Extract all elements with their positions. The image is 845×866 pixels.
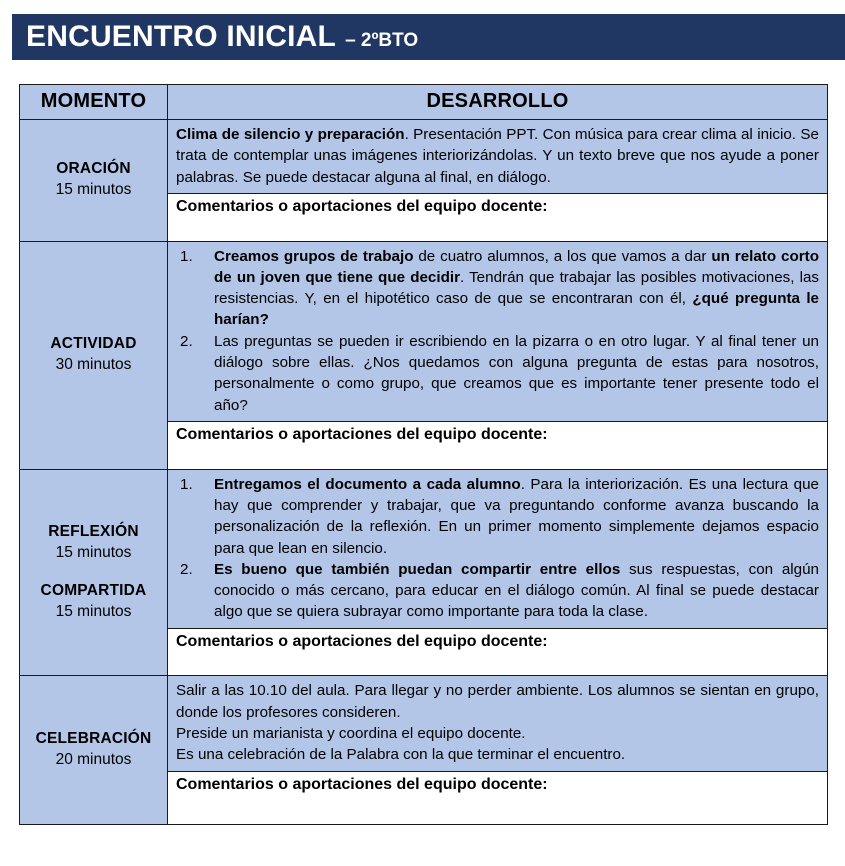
- comments-cell[interactable]: [168, 193, 828, 241]
- desarrollo-line: Salir a las 10.10 del aula. Para llegar y no perder ambiente. Los alumnos se sientan en grupo, donde los profesores consideren.: [176, 682, 819, 721]
- comments-input-area[interactable]: [176, 218, 819, 238]
- desarrollo-cell: [168, 676, 828, 771]
- moment-duration: 15 minutos: [55, 544, 132, 562]
- table-row: [20, 120, 828, 194]
- table-row: [20, 676, 828, 771]
- desarrollo-line: Es una celebración de la Palabra con la que terminar el encuentro.: [176, 746, 626, 764]
- comments-cell[interactable]: [168, 421, 828, 469]
- moment-duration: 20 minutos: [55, 751, 132, 769]
- list-item: [176, 474, 819, 559]
- list-item-text-segment: . Tendrán que trabajar las posibles motivaciones, las resistencias. Y, en el hipotético caso de que se encontraran con él,: [214, 268, 819, 308]
- list-item-text-segment: un relato corto de un joven que tiene que decidir: [214, 247, 819, 286]
- comments-input-area[interactable]: [176, 652, 819, 672]
- list-item-text-segment: Es bueno que también puedan compartir entre ellos: [214, 560, 621, 578]
- comments-cell[interactable]: [168, 628, 828, 676]
- moment-cell: [20, 120, 168, 242]
- page-title: ENCUENTRO INICIAL: [26, 20, 337, 53]
- comments-cell[interactable]: [168, 771, 828, 825]
- list-item-text-segment: Entregamos el documento a cada alumno: [214, 475, 521, 493]
- session-plan-table-wrapper: [19, 84, 827, 825]
- table-row: [20, 241, 828, 421]
- moment-duration: 30 minutos: [55, 356, 132, 374]
- desarrollo-list: [176, 246, 819, 416]
- column-header-momento: MOMENTO: [20, 85, 168, 120]
- moment-title: ACTIVIDAD: [50, 335, 137, 353]
- list-item-text-segment: . Para la interiorización. Es una lectura que hay que comprender y trabajar, que va preguntando conforme avanza buscando la personalización de la reflexión. En un primer momento simplemente dejamos espacio para que lean en silencio.: [214, 475, 819, 557]
- paragraph-lead: Clima de silencio y preparación: [176, 126, 405, 143]
- moment-cell: [20, 241, 168, 469]
- comments-input-area[interactable]: [176, 795, 819, 821]
- desarrollo-cell: [168, 469, 828, 628]
- moment-spacer: [24, 564, 163, 581]
- document-title-banner: [12, 14, 845, 60]
- desarrollo-list: [176, 474, 819, 623]
- comments-label: Comentarios o aportaciones del equipo docente:: [176, 197, 548, 215]
- desarrollo-line: Preside un marianista y coordina el equipo docente.: [176, 725, 526, 743]
- comments-label: Comentarios o aportaciones del equipo docente:: [176, 425, 548, 443]
- moment-title: ORACIÓN: [56, 160, 131, 178]
- page-subtitle: – 2ºBTO: [345, 29, 419, 51]
- moment-title: CELEBRACIÓN: [35, 730, 152, 748]
- list-item-text-segment: ¿qué pregunta le harían?: [214, 290, 819, 329]
- list-item: [176, 331, 819, 416]
- moment-title: REFLEXIÓN: [48, 523, 139, 541]
- comments-label: Comentarios o aportaciones del equipo docente:: [176, 775, 548, 793]
- session-plan-table: [19, 84, 828, 825]
- table-header-row: [20, 85, 828, 120]
- session-plan-body: [20, 85, 828, 825]
- list-item-number: 2.: [180, 560, 193, 578]
- list-item-text-segment: Las preguntas se pueden ir escribiendo en la pizarra o en otro lugar. Y al final tener un diálogo sobre ellas. ¿Nos quedamos con alguna pregunta de estas para nosotros, personalmente o como grupo, que creamos que es importante tener presente todo el año?: [214, 332, 819, 414]
- moment-duration-secondary: 15 minutos: [55, 602, 132, 620]
- table-row: [20, 469, 828, 628]
- column-header-desarrollo: DESARROLLO: [168, 85, 828, 120]
- list-item-number: 1.: [180, 475, 193, 493]
- moment-cell: [20, 676, 168, 825]
- moment-duration: 15 minutos: [55, 181, 132, 199]
- comments-input-area[interactable]: [176, 446, 819, 466]
- paragraph-rest: . Presentación PPT. Con música para crear clima al inicio. Se trata de contemplar unas imágenes interiorizándolas. Y un texto breve que nos ayude a poner palabras. Se puede destacar alguna al final, en diálogo.: [176, 126, 819, 186]
- desarrollo-paragraph: [176, 124, 819, 188]
- moment-cell: [20, 469, 168, 676]
- list-item-text-segment: sus respuestas, con algún conocido o más cercano, para educar en el diálogo común. Al final se puede destacar algo que se quiera subrayar como importante para toda la clase.: [214, 560, 819, 621]
- list-item-number: 2.: [180, 332, 193, 350]
- desarrollo-cell: [168, 241, 828, 421]
- comments-label: Comentarios o aportaciones del equipo docente:: [176, 632, 548, 650]
- desarrollo-cell: [168, 120, 828, 194]
- list-item-text-segment: de cuatro alumnos, a los que vamos a dar: [413, 247, 712, 265]
- moment-title-secondary: COMPARTIDA: [40, 582, 147, 600]
- list-item-number: 1.: [180, 247, 193, 265]
- list-item-text-segment: Creamos grupos de trabajo: [214, 247, 414, 265]
- list-item: [176, 559, 819, 623]
- list-item: [176, 246, 819, 331]
